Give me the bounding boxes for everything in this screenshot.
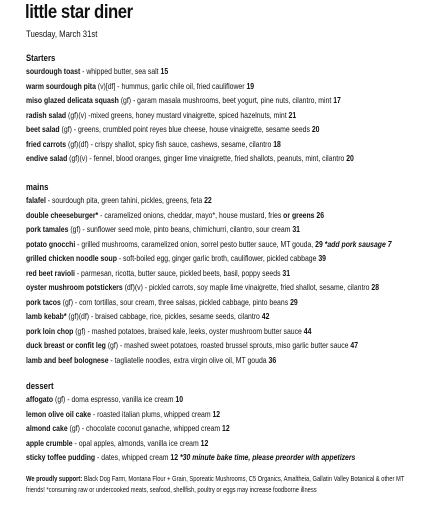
item-desc: - opal apples, almonds, vanilla ice cream xyxy=(72,437,201,448)
item-price: 10 xyxy=(175,394,184,404)
item-price: 12 xyxy=(170,452,179,462)
menu-item xyxy=(26,392,357,407)
item-name: red beet ravioli xyxy=(26,267,75,278)
item-price: 17 xyxy=(333,95,341,105)
item-price: 31 xyxy=(282,267,291,278)
item-desc: (v)[df] - hummus, garlic chile oil, fried cauliflower xyxy=(95,80,247,91)
menu-item xyxy=(26,222,357,237)
item-desc: (gf) - greens, crumbled point reyes blue cheese, house vinaigrette, sesame seeds xyxy=(59,124,312,134)
item-price: 12 xyxy=(212,408,221,419)
section-mains xyxy=(26,181,440,367)
item-name: apple crumble xyxy=(26,437,73,448)
menu-item xyxy=(26,309,357,324)
footer-note xyxy=(26,473,425,495)
item-name: fried carrots xyxy=(26,138,67,149)
item-desc: (gf)(df) - crispy shallot, spicy fish sauce, cashews, sesame, cilantro xyxy=(66,138,274,149)
item-name: pork loin chop xyxy=(26,325,74,336)
item-name: sticky toffee pudding xyxy=(26,452,96,462)
item-desc: - whipped butter, sea salt xyxy=(80,66,161,76)
item-price: 26 xyxy=(316,209,325,220)
item-desc: - soft-boiled egg, ginger garlic broth, cauliflower, pickled cabbage xyxy=(116,253,319,263)
menu-item xyxy=(26,208,357,223)
item-name: falafel xyxy=(26,195,46,205)
item-name: pork tamales xyxy=(26,224,69,234)
item-name: potato gnocchi xyxy=(26,238,76,249)
item-desc: - tagliatelle noodles, extra virgin olive oil, MT gouda xyxy=(108,354,269,365)
menu-item xyxy=(26,421,357,436)
item-desc: (gf) - corn tortillas, sour cream, three salsas, pickled cabbage, pinto beans xyxy=(60,296,291,307)
item-price: 15 xyxy=(160,66,169,76)
item-name: almond cake xyxy=(26,423,68,433)
item-name: pork tacos xyxy=(26,296,61,307)
menu-item xyxy=(26,64,357,79)
footer-line-1 xyxy=(26,473,425,484)
item-desc: - parmesan, ricotta, butter sauce, pickled beets, basil, poppy seeds xyxy=(74,267,283,278)
menu-item xyxy=(26,353,357,368)
menu-item xyxy=(26,407,357,422)
menu-date: Tuesday, March 31st xyxy=(26,29,98,39)
item-desc: (gf)(df) - braised cabbage, rice, pickles, sesame seeds, cilantro xyxy=(66,311,262,321)
item-desc: - roasted italian plums, whipped cream xyxy=(90,408,213,419)
item-price: 19 xyxy=(246,80,255,91)
item-note: *add pork sausage 7 xyxy=(322,238,392,249)
item-price: 18 xyxy=(273,138,281,149)
item-price: 22 xyxy=(204,195,212,205)
item-name: lamb kebab* xyxy=(26,311,67,321)
item-price: 12 xyxy=(222,423,230,433)
menu-item xyxy=(26,122,357,137)
footer-line-2: friends! *consuming raw or undercooked meats, seafood, shellfish, poultry or eggs may increase foodborne illness xyxy=(26,485,317,494)
item-desc: (gf) - chocolate coconut ganache, whipped cream xyxy=(67,423,223,433)
menu-item xyxy=(26,251,357,266)
item-name: miso glazed delicata squash xyxy=(26,95,119,105)
item-name: affogato xyxy=(26,394,54,404)
item-price: 42 xyxy=(261,311,270,321)
item-desc: (gf) - garam masala mushrooms, beet yogurt, pine nuts, cilantro, mint xyxy=(118,95,334,105)
menu-item xyxy=(26,450,357,465)
item-desc: - sourdough pita, green tahini, pickles, greens, feta xyxy=(45,195,205,205)
item-price: 36 xyxy=(268,354,277,365)
item-price: 47 xyxy=(350,340,359,350)
item-price: 28 xyxy=(371,282,380,292)
menu-item xyxy=(26,295,357,310)
item-desc: (gf) - mashed potatoes, braised kale, leeks, oyster mushroom butter sauce xyxy=(73,325,304,336)
item-name: grilled chicken noodle soup xyxy=(26,253,117,263)
menu-item xyxy=(26,93,357,108)
footer-suppliers: Black Dog Farm, Montana Flour + Grain, Sporeatic Mushrooms, C5 Organics, Amaltheia, Gallatin Valley Botanical & other MT xyxy=(82,474,405,483)
item-price: 31 xyxy=(292,224,300,234)
item-name: sourdough toast xyxy=(26,66,81,76)
item-name: endive salad xyxy=(26,153,68,163)
menu-item xyxy=(26,151,357,166)
item-note: *30 minute bake time, please preorder with appetizers xyxy=(178,452,356,462)
item-desc: (gf)(v) - fennel, blood oranges, ginger lime vinaigrette, fried shallots, peanuts, mint, cilantro xyxy=(67,153,347,163)
item-name: oyster mushroom potstickers xyxy=(26,282,123,292)
menu-item xyxy=(26,436,357,451)
item-desc: (gf)(v) -mixed greens, honey mustard vinaigrette, spiced hazelnuts, mint xyxy=(66,109,289,120)
section-heading: mains xyxy=(26,182,49,192)
item-price: 20 xyxy=(311,124,320,134)
menu-item xyxy=(26,108,357,123)
item-price: 12 xyxy=(200,437,209,448)
menu-item xyxy=(26,193,357,208)
item-name: double cheeseburger* xyxy=(26,209,99,220)
menu-item xyxy=(26,266,357,281)
section-heading: Starters xyxy=(26,53,56,63)
item-desc: (df)(v) - pickled carrots, soy maple lime vinaigrette, fried shallot, sesame, cilantro xyxy=(122,282,372,292)
item-price: 20 xyxy=(346,153,354,163)
item-desc: (gf) - doma espresso, vanilla ice cream xyxy=(53,394,176,404)
section-dessert xyxy=(26,380,440,465)
item-name: lamb and beef bolognese xyxy=(26,354,109,365)
section-starters xyxy=(26,52,440,166)
item-option: or greens xyxy=(283,209,317,220)
footer-lead: We proudly support: xyxy=(26,474,83,483)
section-heading: dessert xyxy=(26,381,54,391)
menu-item xyxy=(26,79,357,94)
item-name: warm sourdough pita xyxy=(26,80,96,91)
item-desc: - caramelized onions, cheddar, mayo*, house mustard, fries xyxy=(98,209,284,220)
item-desc: - dates, whipped cream xyxy=(95,452,171,462)
menu-item xyxy=(26,280,380,295)
menu-item xyxy=(26,137,357,152)
item-price: 29 xyxy=(315,238,323,249)
item-desc: (gf) - sunflower seed mole, pinto beans, chimichurri, cilantro, sour cream xyxy=(68,224,293,234)
item-name: beet salad xyxy=(26,124,60,134)
item-desc: - grilled mushrooms, caramelized onion, sorrel pesto butter sauce, MT gouda, xyxy=(75,238,316,249)
item-price: 29 xyxy=(290,296,298,307)
item-price: 39 xyxy=(318,253,326,263)
menu-item xyxy=(26,237,392,252)
item-price: 21 xyxy=(288,109,297,120)
menu-item xyxy=(26,324,357,339)
item-price: 44 xyxy=(303,325,312,336)
restaurant-name: little star diner xyxy=(25,2,133,23)
item-name: radish salad xyxy=(26,109,67,120)
menu-item xyxy=(26,338,357,353)
item-name: lemon olive oil cake xyxy=(26,408,91,419)
item-desc: (gf) - mashed sweet potatoes, roasted brussel sprouts, miso garlic butter sauce xyxy=(105,340,351,350)
item-name: duck breast or confit leg xyxy=(26,340,106,350)
